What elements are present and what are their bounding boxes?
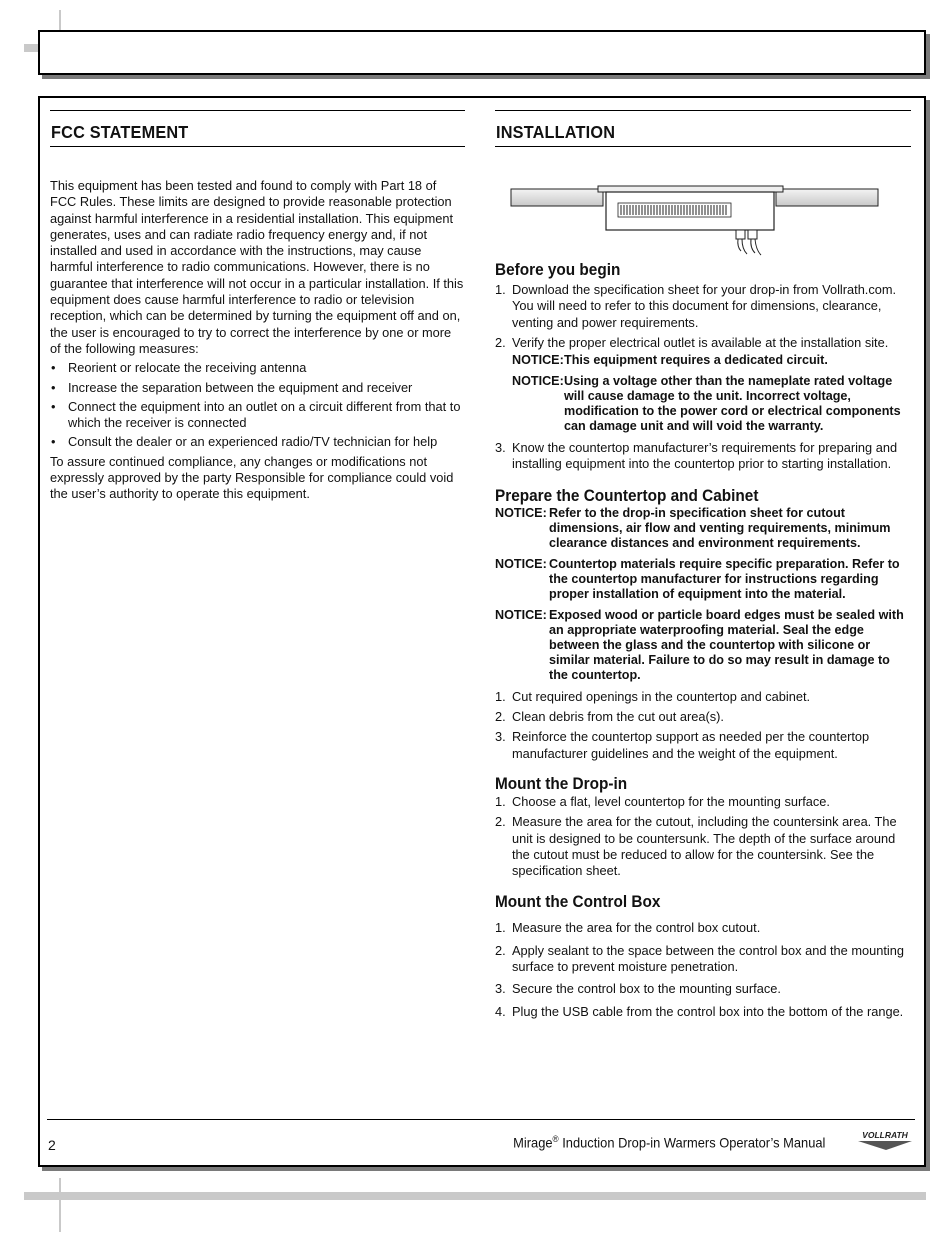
list-item: 1. Measure the area for the control box cutout. [495,920,761,936]
fcc-column [50,110,465,503]
list-item: • Increase the separation between the equipment and receiver [50,380,465,396]
footer-divider [47,1119,915,1120]
before-you-begin-heading: Before you begin [495,261,621,279]
countertop-right [776,189,878,206]
fcc-closing-paragraph: To assure continued compliance, any changes or modifications not expressly approved by the party Responsible for compliance could void the user’s authority to operate this equipment. [50,453,454,502]
drop-in-illustration [495,147,911,259]
glass-top [598,186,783,192]
mount-drop-in-heading: Mount the Drop-in [495,774,628,793]
before-steps-list [495,282,911,351]
fcc-heading: FCC STATEMENT [51,122,189,142]
list-item: 1. Choose a flat, level countertop for the mounting surface. [495,793,830,809]
installation-section-header [495,110,911,147]
list-item: 4. Plug the USB cable from the control box into the bottom of the range. [495,1003,904,1019]
notice-cutout-dimensions: NOTICE: Refer to the drop-in specification sheet for cutout dimensions, air flow and venting requirements, minimum clearance distances and environment requirements. [495,505,891,550]
list-item: 2. Apply sealant to the space between the control box and the mounting surface to prevent moisture penetration. [495,942,904,975]
list-item: 2. Measure the area for the cutout, including the countersink area. The unit is designed to be countersunk. The depth of the surface around the cutout must be reduced to allow for the countersink. See the specification sheet. [495,814,897,879]
prepare-steps-list [495,689,911,762]
power-cables [736,230,761,255]
fcc-section-header [50,110,465,147]
vent-grille [618,203,731,217]
control-box-steps-list [495,920,911,1019]
notice-sealing-edges: NOTICE: Exposed wood or particle board edges must be sealed with an appropriate waterproofing material. Seal the edge between the glass and the countertop with silicone or similar material. Failure to do so may result in damage to the countertop. [495,607,904,682]
prepare-countertop-heading: Prepare the Countertop and Cabinet [495,486,759,505]
footer-manual-title: Mirage® Induction Drop-in Warmers Operator’s Manual [512,1134,825,1151]
countertop-left [511,189,603,206]
mount-steps-list [495,794,911,879]
list-item: 2. Verify the proper electrical outlet is available at the installation site. [495,334,889,350]
list-item: 3. Secure the control box to the mounting surface. [495,981,781,997]
list-item: • Consult the dealer or an experienced radio/TV technician for help [50,434,465,450]
installation-heading: INSTALLATION [496,122,616,142]
vollrath-logo [856,1127,914,1151]
list-item: • Reorient or relocate the receiving antenna [50,360,465,376]
list-item: 3. Reinforce the countertop support as needed per the countertop manufacturer guidelines and the weight of the equipment. [495,729,870,761]
list-item: 1. Download the specification sheet for your drop-in from Vollrath.com. You will need to refer to this document for dimensions, clearance, venting and power requirements. [495,282,897,330]
fcc-paragraph: This equipment has been tested and found to comply with Part 18 of FCC Rules. These limits are designed to provide reasonable protection against harmful interference in a residential installation. This equipment generates, uses and can radiate radio frequency energy and, if not installed and used in accordance with the instructions, may cause harmful interference to radio communications. However, there is no guarantee that interference will not occur in a particular installation. If this equipment does cause harmful interference to radio or television reception, which can be determined by turning the equipment off and on, the user is encouraged to try to correct the interference by one or more of the following measures: [50,178,464,356]
notice-voltage: NOTICE: Using a voltage other than the nameplate rated voltage will cause damage to the unit. Incorrect voltage, modification to the power cord or electrical components can damage unit and will void the warranty. [512,374,901,434]
page-number: 2 [48,1137,56,1153]
header-box [38,30,926,75]
installation-column [495,110,911,1024]
list-item: 3. Know the countertop manufacturer’s requirements for preparing and installing equipment into the countertop prior to starting installation. [495,440,898,472]
list-item: 1. Cut required openings in the countertop and cabinet. [495,688,811,704]
before-steps-list-continued [495,440,911,473]
list-item: 2. Clean debris from the cut out area(s). [495,709,724,725]
notice-dedicated-circuit: NOTICE: This equipment requires a dedicated circuit. [512,353,828,368]
crop-mark [24,1192,926,1200]
fcc-measures-list [50,360,465,450]
mount-control-box-heading: Mount the Control Box [495,893,661,912]
drop-in-diagram [495,147,911,259]
list-item: • Connect the equipment into an outlet on a circuit different from that to which the receiver is connected [50,399,465,432]
svg-text:VOLLRATH: VOLLRATH [862,1130,908,1140]
crop-mark [59,1178,61,1232]
notice-countertop-materials: NOTICE: Countertop materials require specific preparation. Refer to the countertop manufacturer for instructions regarding proper installation of equipment into the material. [495,556,900,601]
